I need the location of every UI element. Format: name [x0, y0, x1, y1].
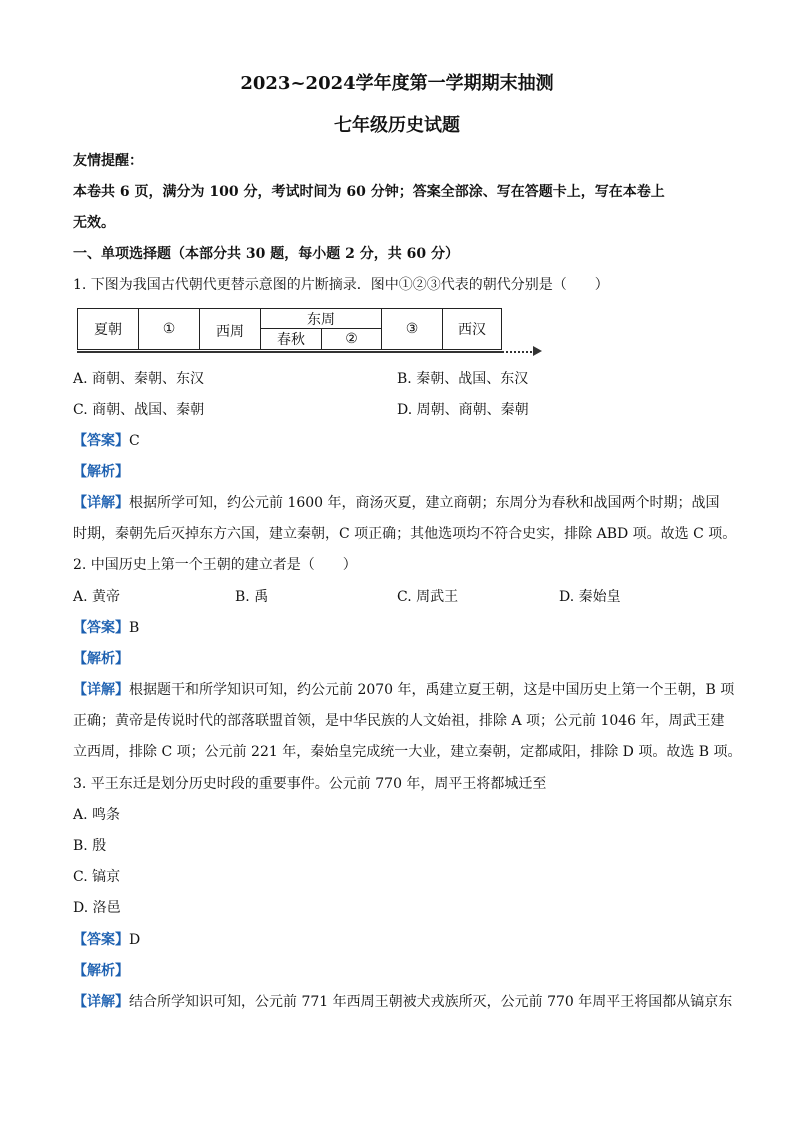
q3-stem: 3. 平王东迁是划分历史时段的重要事件。公元前 770 年，周平王将都城迁至: [73, 776, 547, 792]
detail-text: 根据题干和所学知识可知，约公元前 2070 年，禹建立夏王朝，这是中国历史上第一个王朝，B 项: [129, 682, 735, 698]
q2-option-c: C. 周武王: [397, 589, 459, 605]
q1-option-d: D. 周朝、商朝、秦朝: [397, 402, 529, 418]
q2-stem: 2. 中国历史上第一个王朝的建立者是（ ）: [73, 557, 357, 573]
answer-value: C: [129, 433, 140, 449]
detail-text: 结合所学知识可知，公元前 771 年西周王朝被犬戎族所灭，公元前 770 年周平王将国都从镐京东: [129, 994, 733, 1010]
q2-detail-2: 正确；黄帝是传说时代的部落联盟首领，是中华民族的人文始祖，排除 A 项；公元前 1046 年，周武王建: [73, 713, 725, 729]
q1-analysis-label: 【解析】: [73, 464, 129, 480]
timeline-cell-xizhou: 西周: [199, 308, 261, 350]
exam-subtitle: 七年级历史试题: [334, 115, 460, 136]
q2-detail-1: [73, 680, 734, 700]
answer-value: B: [129, 620, 140, 636]
q2-answer: [73, 618, 139, 638]
q2-analysis-label: 【解析】: [73, 651, 129, 667]
q1-option-c: C. 商朝、战国、秦朝: [73, 402, 205, 418]
dynasty-timeline: [77, 308, 502, 352]
answer-label: 【答案】: [73, 433, 129, 449]
q1-stem: 1. 下图为我国古代朝代更替示意图的片断摘录．图中①②③代表的朝代分别是（ ）: [73, 277, 609, 293]
q2-option-d: D. 秦始皇: [559, 589, 621, 605]
notice-label: 友情提醒：: [73, 153, 143, 169]
q3-option-b: B. 殷: [73, 838, 107, 854]
timeline-axis: [77, 351, 502, 353]
q2-option-a: A. 黄帝: [73, 589, 121, 605]
detail-label: 【详解】: [73, 495, 129, 511]
notice-line-1: 本卷共 6 页，满分为 100 分，考试时间为 60 分钟；答案全部涂、写在答题卡上，写在本卷上: [73, 184, 665, 200]
detail-label: 【详解】: [73, 682, 129, 698]
timeline-cell-blank-1: ①: [138, 308, 200, 350]
timeline-axis-dotted: [502, 351, 536, 353]
timeline-cell-xia: 夏朝: [77, 308, 139, 350]
q3-option-d: D. 洛邑: [73, 900, 121, 916]
q1-option-b: B. 秦朝、战国、东汉: [397, 371, 529, 387]
q2-detail-3: 立西周，排除 C 项；公元前 221 年，秦始皇完成统一大业，建立秦朝，定都咸阳，排除 D 项。故选 B 项。: [73, 744, 742, 760]
q3-analysis-label: 【解析】: [73, 963, 129, 979]
timeline-cell-blank-2: ②: [321, 328, 382, 350]
q1-option-a: A. 商朝、秦朝、东汉: [73, 371, 205, 387]
section-heading: 一、单项选择题（本部分共 30 题，每小题 2 分，共 60 分）: [73, 246, 459, 262]
timeline-cell-chunqiu: 春秋: [260, 328, 322, 350]
q2-option-b: B. 禹: [235, 589, 269, 605]
timeline-cell-dongzhou: 东周: [260, 308, 382, 329]
detail-text: 根据所学可知，约公元前 1600 年，商汤灭夏，建立商朝；东周分为春秋和战国两个时期；战国: [129, 495, 720, 511]
q3-answer: [73, 930, 140, 950]
exam-title: 2023~2024学年度第一学期期末抽测: [240, 73, 554, 94]
answer-label: 【答案】: [73, 620, 129, 636]
answer-value: D: [129, 932, 141, 948]
timeline-cell-xihan: 西汉: [442, 308, 502, 350]
q1-answer: [73, 431, 140, 451]
q1-detail-2: 时期，秦朝先后灭掉东方六国，建立秦朝，C 项正确；其他选项均不符合史实，排除 ABD 项。故选 C 项。: [73, 526, 737, 542]
q3-detail-1: [73, 992, 732, 1012]
timeline-arrow-icon: [533, 346, 542, 356]
q1-detail-1: [73, 493, 720, 513]
detail-label: 【详解】: [73, 994, 129, 1010]
q3-option-c: C. 镐京: [73, 869, 121, 885]
timeline-cell-blank-3: ③: [381, 308, 443, 350]
notice-line-2: 无效。: [73, 215, 115, 231]
q3-option-a: A. 鸣条: [73, 807, 121, 823]
answer-label: 【答案】: [73, 932, 129, 948]
